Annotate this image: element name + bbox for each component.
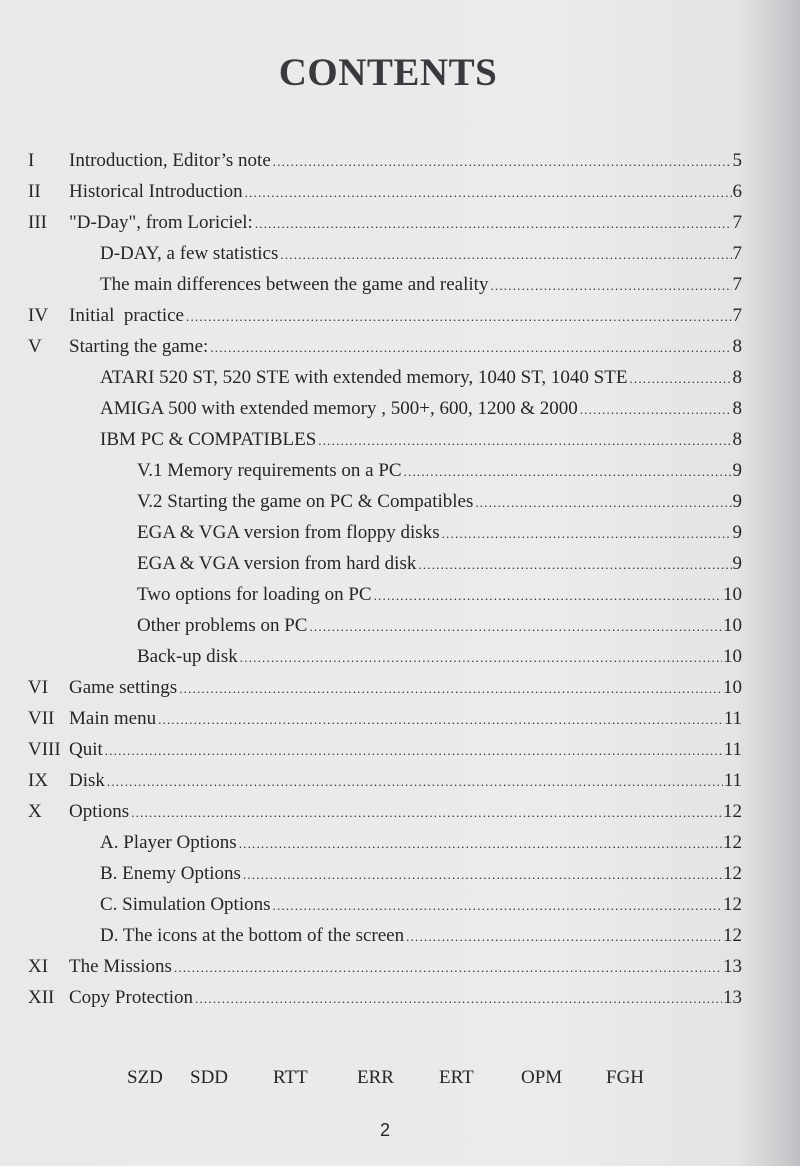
- toc-row: [0, 673, 800, 703]
- toc-page: 10: [723, 615, 742, 636]
- toc-label: Copy Protection: [69, 987, 194, 1008]
- toc-number: XII: [28, 987, 55, 1008]
- toc-label: Other problems on PC: [137, 615, 308, 636]
- toc-label: A. Player Options: [100, 832, 237, 853]
- toc-row: [0, 518, 800, 548]
- dot-leader: [406, 922, 722, 952]
- toc-page: 13: [723, 956, 742, 977]
- dot-leader: [243, 860, 722, 890]
- toc-page: 13: [723, 987, 742, 1008]
- toc-label: Options: [69, 801, 130, 822]
- toc-row: [0, 859, 800, 889]
- toc-row: [0, 611, 800, 641]
- code-label: OPM: [521, 1067, 563, 1088]
- toc-number: II: [28, 181, 41, 202]
- toc-row: [0, 394, 800, 424]
- toc-label: IBM PC & COMPATIBLES: [100, 429, 317, 450]
- dot-leader: [239, 829, 722, 859]
- toc-row: [0, 828, 800, 858]
- dot-leader: [442, 519, 732, 549]
- toc-label: C. Simulation Options: [100, 894, 271, 915]
- dot-leader: [131, 798, 722, 828]
- toc-label: Back-up disk: [137, 646, 238, 667]
- toc-page: 7: [732, 305, 742, 326]
- toc-row: [0, 208, 800, 238]
- toc-row: [0, 735, 800, 765]
- toc-number: V: [28, 336, 42, 357]
- toc-page: 10: [723, 646, 742, 667]
- toc-label: The main differences between the game and reality: [100, 274, 489, 295]
- toc-label: EGA & VGA version from hard disk: [137, 553, 417, 574]
- toc-row: [0, 580, 800, 610]
- code-label: SZD: [127, 1067, 163, 1088]
- toc-page: 9: [732, 522, 742, 543]
- dot-leader: [580, 395, 732, 425]
- toc-row: [0, 239, 800, 269]
- toc-label: Introduction, Editor’s note: [69, 150, 271, 171]
- dot-leader: [418, 550, 731, 580]
- toc-page: 9: [732, 460, 742, 481]
- toc-row: [0, 177, 800, 207]
- toc-row: [0, 301, 800, 331]
- toc-row: [0, 704, 800, 734]
- toc-label: AMIGA 500 with extended memory , 500+, 600, 1200 & 2000: [100, 398, 578, 419]
- toc-page: 11: [723, 770, 742, 791]
- dot-leader: [490, 271, 731, 301]
- toc-page: 11: [723, 708, 742, 729]
- dot-leader: [240, 643, 722, 673]
- toc-page: 12: [723, 863, 742, 884]
- toc-label: Starting the game:: [69, 336, 209, 357]
- toc-row: [0, 425, 800, 455]
- toc-number: IX: [28, 770, 49, 791]
- toc-row: [0, 797, 800, 827]
- dot-leader: [107, 767, 723, 797]
- toc-label: ATARI 520 ST, 520 STE with extended memory, 1040 ST, 1040 STE: [100, 367, 628, 388]
- code-label: RTT: [273, 1067, 308, 1088]
- toc-label: The Missions: [69, 956, 172, 977]
- toc-row: [0, 456, 800, 486]
- toc-page: 8: [732, 367, 742, 388]
- toc-row: [0, 952, 800, 982]
- dot-leader: [629, 364, 731, 394]
- toc-page: 8: [732, 398, 742, 419]
- toc-row: [0, 549, 800, 579]
- toc-number: III: [28, 212, 47, 233]
- toc-row: [0, 766, 800, 796]
- page-number: 2: [379, 1120, 390, 1140]
- toc-label: EGA & VGA version from floppy disks: [137, 522, 440, 543]
- dot-leader: [255, 209, 732, 239]
- dot-leader: [309, 612, 722, 642]
- dot-leader: [174, 953, 722, 983]
- toc-label: "D-Day", from Loriciel:: [69, 212, 253, 233]
- page-title: CONTENTS: [278, 51, 498, 94]
- toc-page: 12: [723, 925, 742, 946]
- dot-leader: [404, 457, 732, 487]
- toc-page: 9: [732, 491, 742, 512]
- toc-label: Quit: [69, 739, 103, 760]
- toc-label: Game settings: [69, 677, 178, 698]
- toc-page: 12: [723, 832, 742, 853]
- toc-label: Disk: [69, 770, 105, 791]
- dot-leader: [179, 674, 722, 704]
- dot-leader: [374, 581, 722, 611]
- toc-page: 10: [723, 677, 742, 698]
- dot-leader: [105, 736, 723, 766]
- code-label: ERT: [439, 1067, 474, 1088]
- code-label: SDD: [190, 1067, 229, 1088]
- toc-row: [0, 890, 800, 920]
- dot-leader: [210, 333, 731, 363]
- dot-leader: [318, 426, 731, 456]
- dot-leader: [158, 705, 723, 735]
- toc-row: [0, 487, 800, 517]
- code-label: FGH: [606, 1067, 645, 1088]
- toc-label: B. Enemy Options: [100, 863, 241, 884]
- toc-page: 7: [732, 212, 742, 233]
- toc-page: 6: [732, 181, 742, 202]
- dot-leader: [273, 147, 732, 177]
- toc-label: Main menu: [69, 708, 157, 729]
- toc-page: 12: [723, 894, 742, 915]
- toc-page: 5: [732, 150, 742, 171]
- toc-label: Two options for loading on PC: [137, 584, 372, 605]
- toc-row: [0, 921, 800, 951]
- toc-number: VIII: [28, 739, 61, 760]
- toc-page: 7: [732, 243, 742, 264]
- toc-row: [0, 642, 800, 672]
- toc-page: 12: [723, 801, 742, 822]
- toc-row: [0, 332, 800, 362]
- toc-page: 7: [732, 274, 742, 295]
- dot-leader: [245, 178, 732, 208]
- toc-label: V.1 Memory requirements on a PC: [137, 460, 402, 481]
- toc-row: [0, 146, 800, 176]
- toc-page: 8: [732, 429, 742, 450]
- protection-codes: [0, 1067, 800, 1095]
- dot-leader: [186, 302, 732, 332]
- dot-leader: [273, 891, 723, 921]
- toc-label: Historical Introduction: [69, 181, 243, 202]
- code-label: ERR: [357, 1067, 394, 1088]
- toc-label: D-DAY, a few statistics: [100, 243, 279, 264]
- toc-row: [0, 270, 800, 300]
- toc-row: [0, 983, 800, 1013]
- toc-number: X: [28, 801, 42, 822]
- toc-page: 8: [732, 336, 742, 357]
- toc-label: Initial practice: [69, 305, 184, 326]
- dot-leader: [280, 240, 731, 270]
- toc-number: XI: [28, 956, 49, 977]
- toc-number: IV: [28, 305, 49, 326]
- toc-page: 9: [732, 553, 742, 574]
- dot-leader: [475, 488, 731, 518]
- toc-label: V.2 Starting the game on PC & Compatibles: [137, 491, 474, 512]
- toc-number: VII: [28, 708, 55, 729]
- dot-leader: [195, 984, 722, 1014]
- toc-label: D. The icons at the bottom of the screen: [100, 925, 405, 946]
- toc-number: I: [28, 150, 35, 171]
- toc-page: 10: [723, 584, 742, 605]
- toc-page: 11: [723, 739, 742, 760]
- toc-number: VI: [28, 677, 49, 698]
- toc-row: [0, 363, 800, 393]
